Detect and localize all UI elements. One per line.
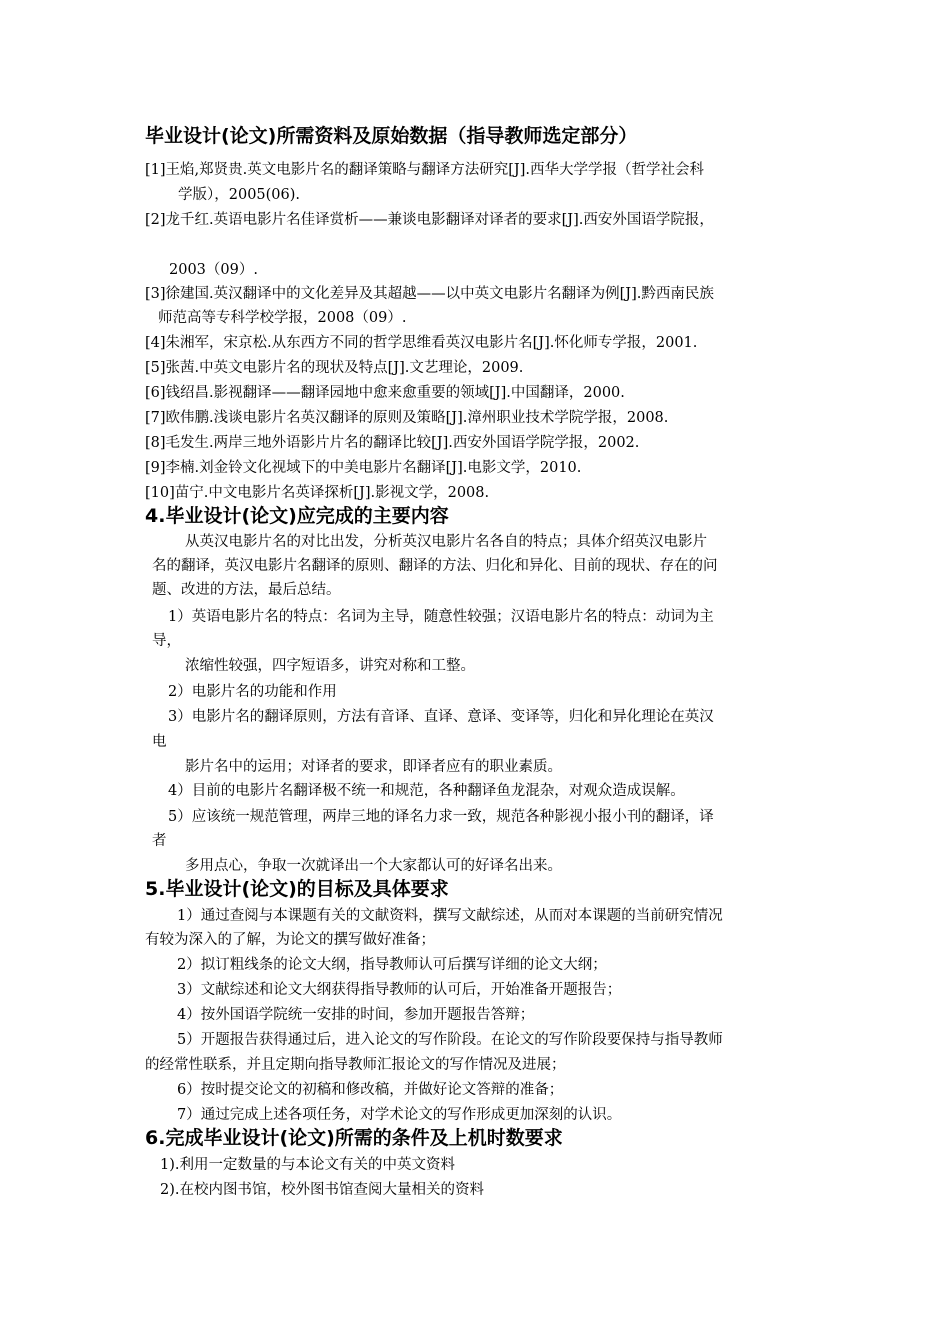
- section-4-item-3-line-2: 电: [152, 734, 167, 750]
- section-4-intro-line-1: 从英汉电影片名的对比出发，分析英汉电影片名各自的特点；具体介绍英汉电影片: [185, 534, 707, 550]
- reference-1-line-2: 学版），2005(06).: [178, 187, 301, 203]
- section-4-intro-line-2: 名的翻译，英汉电影片名翻译的原则、翻译的方法、归化和异化、目前的现状、存在的问: [152, 558, 718, 574]
- reference-9: [9]李楠.刘金铃文化视域下的中美电影片名翻译[J].电影文学，2010.: [145, 460, 582, 476]
- section-4-item-5-line-1: 5）应该统一规范管理，两岸三地的译名力求一致，规范各种影视小报小刊的翻译，译: [168, 809, 714, 825]
- section-4-item-1-line-2: 导，: [152, 633, 181, 649]
- section-5-item-5-line-2: 的经常性联系，并且定期向指导教师汇报论文的写作情况及进展；: [145, 1057, 566, 1073]
- section-4-item-3-line-3: 影片名中的运用；对译者的要求，即译者应有的职业素质。: [185, 759, 562, 775]
- reference-3-line-1: [3]徐建国.英汉翻译中的文化差异及其超越——以中英文电影片名翻译为例[J].黔西南民族: [145, 286, 714, 302]
- reference-6: [6]钱绍昌.影视翻译——翻译园地中愈来愈重要的领域[J].中国翻译，2000.: [145, 385, 625, 401]
- section-6-item-1: 1).利用一定数量的与本论文有关的中英文资料: [160, 1157, 455, 1173]
- section-4-item-1-line-1: 1）英语电影片名的特点：名词为主导，随意性较强；汉语电影片名的特点：动词为主: [168, 609, 714, 625]
- section-4-item-3-line-1: 3）电影片名的翻译原则，方法有音译、直译、意译、变译等，归化和异化理论在英汉: [168, 709, 714, 725]
- section-4-item-1-line-3: 浓缩性较强，四字短语多，讲究对称和工整。: [185, 658, 475, 674]
- section-5-item-2: 2）拟订粗线条的论文大纲，指导教师认可后撰写详细的论文大纲；: [177, 957, 607, 973]
- reference-1-line-1: [1]王焰,郑贤贵.英文电影片名的翻译策略与翻译方法研究[J].西华大学学报（哲学社会科: [145, 162, 704, 178]
- section-5-item-1-line-1: 1）通过查阅与本课题有关的文献资料，撰写文献综述，从而对本课题的当前研究情况: [177, 908, 723, 924]
- reference-2-line-2: 2003（09）.: [169, 262, 258, 278]
- section-6-heading: 6.完成毕业设计(论文)所需的条件及上机时数要求: [145, 1127, 563, 1149]
- section-6-item-2: 2).在校内图书馆，校外图书馆查阅大量相关的资料: [160, 1182, 484, 1198]
- reference-2-line-1: [2]龙千红.英语电影片名佳译赏析——兼谈电影翻译对译者的要求[J].西安外国语学院报，: [145, 212, 714, 228]
- section-4-intro-line-3: 题、改进的方法，最后总结。: [152, 582, 341, 598]
- reference-10: [10]苗宁.中文电影片名英译探析[J].影视文学，2008.: [145, 485, 490, 501]
- reference-5: [5]张茜.中英文电影片名的现状及特点[J].文艺理论，2009.: [145, 360, 524, 376]
- section-3-heading: 毕业设计(论文)所需资料及原始数据（指导教师选定部分）: [145, 125, 638, 147]
- section-5-item-5-line-1: 5）开题报告获得通过后，进入论文的写作阶段。在论文的写作阶段要保持与指导教师: [177, 1032, 723, 1048]
- section-5-item-4: 4）按外国语学院统一安排的时间，参加开题报告答辩；: [177, 1007, 535, 1023]
- section-5-item-7: 7）通过完成上述各项任务，对学术论文的写作形成更加深刻的认识。: [177, 1107, 622, 1123]
- reference-3-line-2: 师范高等专科学校学报，2008（09）.: [158, 310, 407, 326]
- section-4-item-5-line-2: 者: [152, 833, 167, 849]
- section-4-item-4: 4）目前的电影片名翻译极不统一和规范，各种翻译鱼龙混杂，对观众造成误解。: [168, 783, 685, 799]
- section-4-item-2: 2）电影片名的功能和作用: [168, 684, 337, 700]
- section-4-item-5-line-3: 多用点心，争取一次就译出一个大家都认可的好译名出来。: [185, 858, 562, 874]
- section-5-item-6: 6）按时提交论文的初稿和修改稿，并做好论文答辩的准备；: [177, 1082, 564, 1098]
- section-4-heading: 4.毕业设计(论文)应完成的主要内容: [145, 505, 449, 527]
- section-5-heading: 5.毕业设计(论文)的目标及具体要求: [145, 878, 449, 900]
- reference-4: [4]朱湘军，宋京松.从东西方不同的哲学思维看英汉电影片名[J].怀化师专学报，2001.: [145, 335, 698, 351]
- section-5-item-3: 3）文献综述和论文大纲获得指导教师的认可后，开始准备开题报告；: [177, 982, 622, 998]
- reference-8: [8]毛发生.两岸三地外语影片片名的翻译比较[J].西安外国语学院学报，2002.: [145, 435, 640, 451]
- reference-7: [7]欧伟鹏.浅谈电影片名英汉翻译的原则及策略[J].漳州职业技术学院学报，2008.: [145, 410, 669, 426]
- section-5-item-1-line-2: 有较为深入的了解，为论文的撰写做好准备；: [145, 932, 435, 948]
